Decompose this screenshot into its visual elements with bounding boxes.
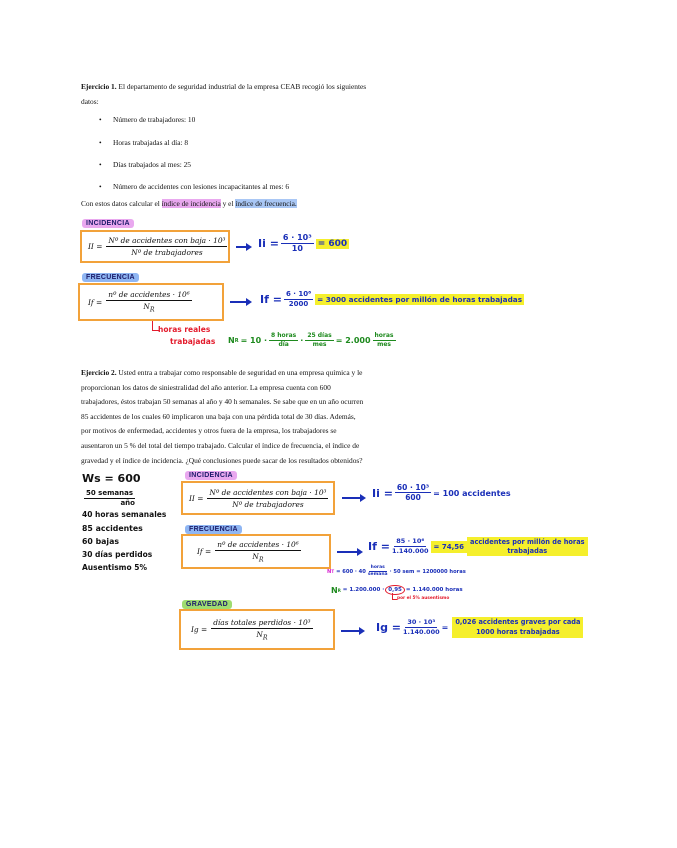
ej1-bullet-1: • Número de trabajadores: 10: [113, 115, 195, 124]
ig-lhs: Ig =: [191, 625, 208, 634]
if2-result-value: = 74,56: [431, 541, 467, 553]
ii-result-lhs: Ii =: [258, 237, 279, 251]
semanas-num: 50 semanas: [86, 489, 133, 497]
ig-den-sub: R: [262, 634, 268, 642]
ej2-line-2: proporcionan los datos de siniestralidad del año anterior. La empresa cuenta con 600: [81, 382, 331, 392]
nt-frac-num: horas: [370, 565, 385, 570]
semanas-value: [82, 490, 137, 507]
ej2-line-3: trabajadores, éstos trabajan 50 semanas al año y 40 h semanales. Se sabe que en un año ocurren: [81, 397, 364, 407]
ej1-ask-pre: Con estos datos calcular el: [81, 199, 162, 208]
ej1-text2: datos:: [81, 96, 99, 106]
formula-box-ig: [179, 609, 335, 650]
ii-result-1: [258, 234, 349, 254]
nr2-circled: 0,95: [385, 585, 405, 595]
nr-eq: = 10 ·: [240, 336, 268, 346]
tag-frecuencia-2: FRECUENCIA: [185, 525, 242, 534]
nr-f1-num: 8 horas: [271, 332, 297, 339]
semanas-den: año: [120, 498, 135, 507]
ej1-text: El departamento de seguridad industrial de la empresa CEAB recogió los siguientes: [116, 82, 367, 91]
nr-calc-1: [228, 333, 398, 348]
ig-den-n: N: [256, 629, 263, 639]
if2-lhs: If =: [197, 547, 212, 556]
formula-box-ii-2: [181, 481, 335, 515]
ii-result-2: [372, 484, 511, 503]
nt-sub: T: [331, 569, 335, 575]
arrow-ig: [341, 630, 363, 632]
absentismo-value: Ausentismo 5%: [82, 563, 147, 572]
if2-denominator: [252, 551, 263, 563]
if2-result-fraction: [392, 538, 429, 554]
dias-value: 30 días perdidos: [82, 550, 153, 559]
nr-frac-3: [373, 333, 396, 348]
if2-result-text-2: trabajadas: [507, 546, 548, 555]
nr-lhs: N: [228, 336, 235, 346]
if-den-sub: R: [149, 306, 155, 314]
ej1-statement: [81, 80, 601, 109]
if-result-lhs: If =: [260, 293, 282, 307]
nr-f2-den: mes: [312, 340, 327, 348]
formula-box-ii-1: [80, 230, 230, 263]
ii-numerator: Nº de accidentes con baja · 10³: [108, 236, 226, 245]
ej1-bullet-4: • Número de accidentes con lesiones incapacitantes al mes: 6: [113, 182, 289, 191]
nt-eq: = 600 · 40: [336, 568, 366, 575]
tag-frecuencia-1: FRECUENCIA: [82, 273, 139, 282]
horas-semanales: 40 horas semanales: [82, 510, 167, 519]
ej1-ask: [81, 197, 297, 212]
formula-box-if-1: [78, 283, 224, 321]
ws-value: Ws = 600: [82, 472, 141, 485]
nr2-lhs: N: [331, 585, 338, 595]
ej2-line-5: por motivos de enfermedad, accidentes y otros fuera de la empresa, los trabajadores se: [81, 426, 337, 436]
ii-fraction: [106, 236, 227, 257]
nr-f3-den: mes: [377, 340, 391, 348]
ej2-line-4: 85 accidentes de los cuales 60 implicaron una baja con una pérdida total de 30 días. Además,: [81, 411, 356, 421]
if2-result-text-1: accidentes por millón de horas: [470, 538, 585, 546]
ig-result-eq: =: [441, 623, 449, 633]
ej1-ask-mid: y el: [220, 199, 236, 208]
ii2-result-fraction: [395, 484, 431, 503]
ii2-result-lhs: Ii =: [372, 486, 393, 500]
ig-denominator: [256, 629, 267, 641]
ii2-denominator: Nº de trabajadores: [232, 499, 304, 509]
bajas-value: 60 bajas: [82, 537, 119, 546]
horas-note-2: trabajadas: [170, 337, 216, 346]
if2-den-sub: R: [258, 556, 264, 564]
nt-rest: · 50 sem = 1200000 horas: [389, 568, 466, 575]
arrow-if-1: [230, 301, 250, 303]
nr2-eq: = 1.200.000 ·: [342, 587, 385, 593]
ig-result-lhs: Ig =: [376, 621, 402, 635]
tag-incidencia-1: INCIDENCIA: [82, 219, 134, 228]
tag-incidencia-2: INCIDENCIA: [185, 471, 237, 480]
ii2-result-value: = 100 accidentes: [433, 488, 511, 498]
ig-result-den: 1.140.000: [403, 627, 440, 636]
if2-numerator: nº de accidentes · 10⁶: [217, 539, 299, 549]
ej2-statement: [81, 366, 601, 468]
ej1-bullet-3: • Días trabajados al mes: 25: [113, 160, 191, 169]
nr2-note: por el 5% ausentismo: [397, 596, 450, 601]
if-numerator: nº de accidentes · 10⁶: [108, 290, 190, 300]
semanas-frac: [84, 490, 135, 507]
if2-fraction: [215, 540, 301, 563]
ig-numerator: días totales perdidos · 10³: [213, 617, 311, 627]
if2-den-n: N: [252, 551, 259, 561]
ig-result: [376, 617, 583, 638]
ig-result-text-2: 1000 horas trabajadas: [476, 627, 560, 636]
if2-result-lhs: If =: [368, 540, 390, 554]
arrow-ii-1: [236, 246, 250, 248]
nr2-rest: = 1.140.000 horas: [405, 587, 463, 593]
nt-calc: [327, 566, 466, 578]
ej2-lead: Ejercicio 2.: [81, 368, 117, 377]
highlight-incidencia: índice de incidencia: [161, 199, 221, 208]
if-result-1: [260, 291, 524, 308]
formula-box-if-2: [181, 534, 331, 569]
if-denominator: [143, 301, 154, 313]
nr-frac-1: [269, 333, 298, 348]
if-result-value: = 3000 accidentes por millón de horas trabajadas: [317, 295, 523, 305]
nr-eq2: = 2.000: [335, 336, 371, 346]
ii2-numerator: Nº de accidentes con baja · 10³: [209, 487, 327, 497]
if-result-den: 2000: [288, 299, 309, 308]
ii2-lhs: II =: [189, 493, 204, 503]
if-fraction: [106, 290, 192, 313]
if-result-num: 6 · 10⁶: [285, 290, 312, 298]
ej1-bullet-2: • Horas trabajadas al día: 8: [113, 138, 188, 147]
ii-lhs: II =: [88, 242, 103, 251]
arrow-ii-2: [342, 497, 364, 499]
ej2-line-7: gravedad y el índice de incidencia. ¿Qué conclusiones puede sacar de los resultados obtenidos?: [81, 455, 363, 465]
ii2-result-den: 600: [405, 493, 421, 503]
nr-f2-num: 25 días: [307, 332, 332, 339]
ii-denominator: Nº de trabajadores: [131, 248, 203, 257]
ej2-line-6: ausentaron un 5 % del total del tiempo trabajado. Calcular el índice de frecuencia, el índice de: [81, 440, 360, 450]
ej1-lead: Ejercicio 1.: [81, 82, 117, 91]
ej2-line-1: Usted entra a trabajar como responsable de seguridad en una empresa química y le: [116, 368, 363, 377]
horas-note-1: horas reales: [158, 325, 211, 334]
ii-result-value: = 600: [317, 238, 348, 249]
if2-result-text: [467, 537, 588, 556]
if-lhs: If =: [88, 297, 103, 307]
arrow-if-2: [337, 551, 361, 553]
ig-result-text-1: 0,026 accidentes graves por cada: [455, 618, 581, 626]
ii2-fraction: [207, 488, 328, 509]
tag-gravedad: GRAVEDAD: [182, 600, 232, 609]
ii-result-num: 6 · 10³: [282, 233, 312, 242]
if-den-n: N: [143, 302, 150, 312]
nt-frac: [368, 566, 388, 578]
nr-dot: ·: [300, 336, 304, 346]
nr-f3-num: horas: [374, 332, 394, 339]
ii-result-den: 10: [291, 243, 303, 253]
nr-f1-den: día: [278, 340, 289, 348]
if2-result-den: 1.140.000: [391, 546, 429, 555]
ii-result-fraction: [281, 234, 314, 254]
highlight-frecuencia: índice de frecuencia.: [235, 199, 297, 208]
ig-fraction: [211, 618, 312, 641]
accidentes-value: 85 accidentes: [82, 524, 143, 533]
nr-frac-2: [305, 333, 333, 348]
if-result-2: [368, 537, 588, 556]
ig-result-fraction: [403, 619, 440, 635]
nr2-sub: R: [337, 587, 341, 593]
nr-sub: R: [234, 337, 239, 344]
if-result-fraction: [284, 291, 313, 308]
ig-result-text: [452, 617, 583, 638]
ii2-result-num: 60 · 10³: [396, 483, 430, 492]
nt-lhs: N: [327, 568, 332, 575]
nt-frac-den: semana: [367, 571, 388, 577]
if2-result-num: 85 · 10⁶: [396, 537, 425, 546]
ig-result-num: 30 · 10³: [407, 618, 436, 627]
